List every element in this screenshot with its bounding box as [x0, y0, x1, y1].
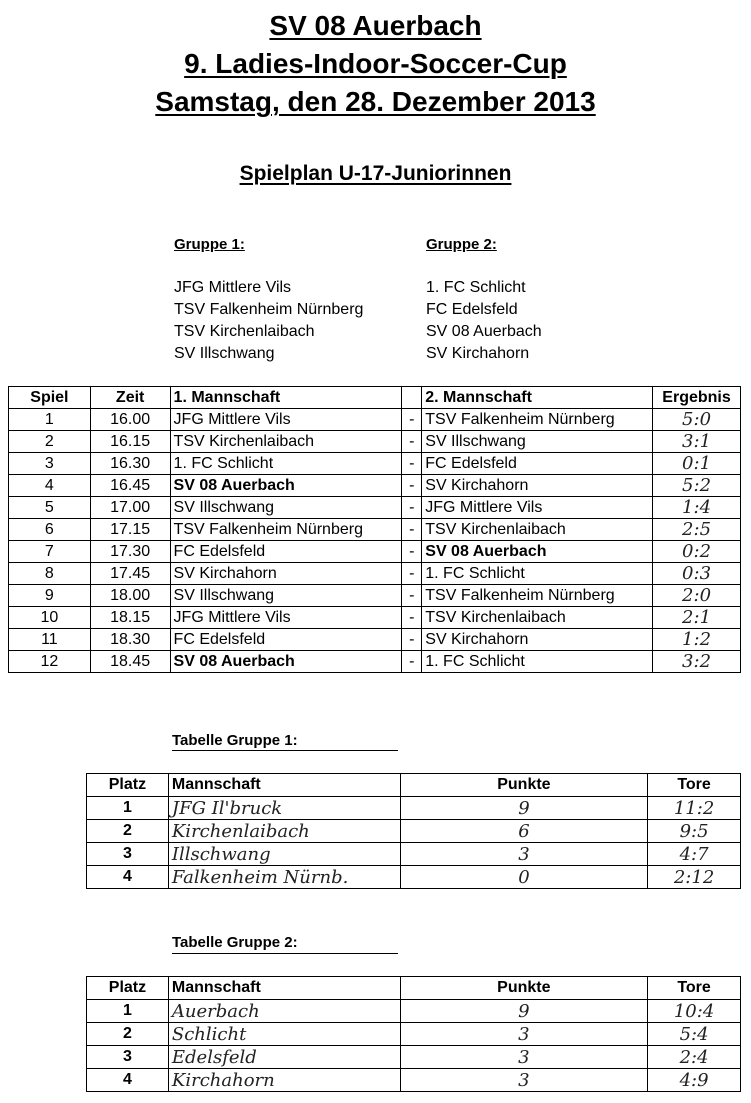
result-handwritten: 3:1: [653, 431, 741, 453]
vs-separator: -: [402, 453, 422, 475]
standings-2-table: [86, 976, 741, 1092]
result-handwritten: 2:5: [653, 519, 741, 541]
schedule-row: [9, 409, 741, 431]
col-header-spiel: Spiel: [9, 387, 91, 409]
spiel-time: 18.15: [90, 607, 170, 629]
standings-row: [87, 1046, 741, 1069]
col-header-mannschaft: Mannschaft: [168, 774, 400, 797]
team1-name: SV Illschwang: [170, 585, 402, 607]
punkte-handwritten: 3: [400, 843, 647, 866]
schedule-row: [9, 497, 741, 519]
schedule-row: [9, 651, 741, 673]
group-2-team-list: [426, 277, 542, 365]
team2-name: 1. FC Schlicht: [422, 563, 653, 585]
team2-name: TSV Kirchenlaibach: [422, 519, 653, 541]
result-handwritten: 0:2: [653, 541, 741, 563]
group-1-team-list: [174, 277, 363, 365]
team2-name: JFG Mittlere Vils: [422, 497, 653, 519]
schedule-row: [9, 453, 741, 475]
tore-handwritten: 2:4: [648, 1046, 741, 1069]
spiel-time: 17.00: [90, 497, 170, 519]
standings-row: [87, 1000, 741, 1023]
mannschaft-handwritten: Schlicht: [168, 1023, 400, 1046]
mannschaft-handwritten: Illschwang: [168, 843, 400, 866]
standings-1-body: [87, 797, 741, 889]
col-header-ergebnis: Ergebnis: [653, 387, 741, 409]
team1-name: SV Illschwang: [170, 497, 402, 519]
title-tournament: 9. Ladies-Indoor-Soccer-Cup: [184, 48, 567, 79]
mannschaft-handwritten: Kirchenlaibach: [168, 820, 400, 843]
platz-rank: 4: [87, 1069, 169, 1092]
vs-separator: -: [402, 497, 422, 519]
team1-name: FC Edelsfeld: [170, 541, 402, 563]
standings-row: [87, 1069, 741, 1092]
vs-separator: -: [402, 409, 422, 431]
vs-separator: -: [402, 541, 422, 563]
platz-rank: 3: [87, 843, 169, 866]
platz-rank: 2: [87, 1023, 169, 1046]
standings-2-body: [87, 1000, 741, 1092]
spiel-time: 18.45: [90, 651, 170, 673]
col-header-punkte: Punkte: [400, 774, 647, 797]
col-header-zeit: Zeit: [90, 387, 170, 409]
spiel-number: 2: [9, 431, 91, 453]
mannschaft-handwritten: Falkenheim Nürnb.: [168, 866, 400, 889]
team1-name: TSV Kirchenlaibach: [170, 431, 402, 453]
result-handwritten: 3:2: [653, 651, 741, 673]
mannschaft-handwritten: Auerbach: [168, 1000, 400, 1023]
spiel-number: 4: [9, 475, 91, 497]
spiel-number: 5: [9, 497, 91, 519]
vs-separator: -: [402, 629, 422, 651]
team2-name: SV Kirchahorn: [422, 475, 653, 497]
col-header-platz: Platz: [87, 774, 169, 797]
result-handwritten: 5:2: [653, 475, 741, 497]
group-team: SV Illschwang: [174, 345, 275, 362]
tore-handwritten: 5:4: [648, 1023, 741, 1046]
platz-rank: 3: [87, 1046, 169, 1069]
standings-1-title-rule: [172, 750, 398, 751]
vs-separator: -: [402, 607, 422, 629]
platz-rank: 4: [87, 866, 169, 889]
team2-name: SV 08 Auerbach: [422, 541, 653, 563]
standings-row: [87, 820, 741, 843]
tore-handwritten: 10:4: [648, 1000, 741, 1023]
spiel-number: 7: [9, 541, 91, 563]
team1-name: TSV Falkenheim Nürnberg: [170, 519, 402, 541]
spiel-time: 17.45: [90, 563, 170, 585]
schedule-body: [9, 409, 741, 673]
standings-header-row: [87, 977, 741, 1000]
tore-handwritten: 4:9: [648, 1069, 741, 1092]
team1-name: JFG Mittlere Vils: [170, 607, 402, 629]
vs-separator: -: [402, 475, 422, 497]
spiel-number: 9: [9, 585, 91, 607]
schedule-row: [9, 431, 741, 453]
group-2-title: Gruppe 2:: [426, 236, 497, 253]
schedule-row: [9, 563, 741, 585]
platz-rank: 1: [87, 1000, 169, 1023]
result-handwritten: 2:0: [653, 585, 741, 607]
col-header-team2: 2. Mannschaft: [422, 387, 653, 409]
result-handwritten: 1:2: [653, 629, 741, 651]
result-handwritten: 0:1: [653, 453, 741, 475]
team2-name: FC Edelsfeld: [422, 453, 653, 475]
standings-2-title: Tabelle Gruppe 2:: [172, 934, 298, 951]
standings-row: [87, 866, 741, 889]
result-handwritten: 0:3: [653, 563, 741, 585]
spiel-time: 16.15: [90, 431, 170, 453]
group-team: SV 08 Auerbach: [426, 323, 542, 340]
result-handwritten: 2:1: [653, 607, 741, 629]
vs-separator: -: [402, 519, 422, 541]
punkte-handwritten: 3: [400, 1069, 648, 1092]
result-handwritten: 5:0: [653, 409, 741, 431]
group-team: SV Kirchahorn: [426, 345, 530, 362]
standings-header-row: [87, 774, 741, 797]
col-header-tore: Tore: [648, 977, 741, 1000]
schedule-table: [8, 386, 741, 673]
standings-row: [87, 797, 741, 820]
schedule-row: [9, 629, 741, 651]
team1-name: SV 08 Auerbach: [170, 651, 402, 673]
spiel-time: 16.30: [90, 453, 170, 475]
team1-name: JFG Mittlere Vils: [170, 409, 402, 431]
standings-1-title: Tabelle Gruppe 1:: [172, 732, 298, 749]
standings-1-table: [86, 773, 741, 889]
spiel-number: 6: [9, 519, 91, 541]
col-header-separator: [402, 387, 422, 409]
vs-separator: -: [402, 585, 422, 607]
col-header-punkte: Punkte: [400, 977, 648, 1000]
schedule-row: [9, 541, 741, 563]
team1-name: SV 08 Auerbach: [170, 475, 402, 497]
tore-handwritten: 9:5: [648, 820, 741, 843]
group-team: FC Edelsfeld: [426, 301, 518, 318]
group-team: TSV Kirchenlaibach: [174, 323, 315, 340]
tore-handwritten: 11:2: [648, 797, 741, 820]
team2-name: SV Illschwang: [422, 431, 653, 453]
punkte-handwritten: 0: [400, 866, 647, 889]
spiel-time: 17.30: [90, 541, 170, 563]
title-date: Samstag, den 28. Dezember 2013: [155, 86, 596, 117]
spiel-number: 3: [9, 453, 91, 475]
punkte-handwritten: 9: [400, 1000, 648, 1023]
vs-separator: -: [402, 431, 422, 453]
spiel-time: 18.00: [90, 585, 170, 607]
spiel-number: 1: [9, 409, 91, 431]
group-1-title: Gruppe 1:: [174, 236, 245, 253]
col-header-mannschaft: Mannschaft: [168, 977, 400, 1000]
punkte-handwritten: 3: [400, 1023, 648, 1046]
platz-rank: 2: [87, 820, 169, 843]
standings-row: [87, 1023, 741, 1046]
tore-handwritten: 2:12: [648, 866, 741, 889]
punkte-handwritten: 3: [400, 1046, 648, 1069]
spiel-time: 18.30: [90, 629, 170, 651]
team2-name: TSV Falkenheim Nürnberg: [422, 585, 653, 607]
tore-handwritten: 4:7: [648, 843, 741, 866]
spiel-time: 16.45: [90, 475, 170, 497]
punkte-handwritten: 6: [400, 820, 647, 843]
title-club: SV 08 Auerbach: [269, 10, 482, 41]
team1-name: SV Kirchahorn: [170, 563, 402, 585]
group-team: 1. FC Schlicht: [426, 279, 526, 296]
spiel-number: 11: [9, 629, 91, 651]
col-header-team1: 1. Mannschaft: [170, 387, 402, 409]
team2-name: 1. FC Schlicht: [422, 651, 653, 673]
standings-2-title-rule: [172, 953, 398, 954]
group-team: JFG Mittlere Vils: [174, 279, 292, 296]
team1-name: 1. FC Schlicht: [170, 453, 402, 475]
standings-row: [87, 843, 741, 866]
spiel-time: 16.00: [90, 409, 170, 431]
vs-separator: -: [402, 651, 422, 673]
vs-separator: -: [402, 563, 422, 585]
team2-name: TSV Falkenheim Nürnberg: [422, 409, 653, 431]
schedule-row: [9, 585, 741, 607]
schedule-row: [9, 475, 741, 497]
punkte-handwritten: 9: [400, 797, 647, 820]
mannschaft-handwritten: JFG Il'bruck: [168, 797, 400, 820]
schedule-row: [9, 519, 741, 541]
schedule-header-row: [9, 387, 741, 409]
result-handwritten: 1:4: [653, 497, 741, 519]
platz-rank: 1: [87, 797, 169, 820]
spiel-number: 10: [9, 607, 91, 629]
group-team: TSV Falkenheim Nürnberg: [174, 301, 364, 318]
schedule-row: [9, 607, 741, 629]
team2-name: SV Kirchahorn: [422, 629, 653, 651]
spiel-number: 8: [9, 563, 91, 585]
spiel-time: 17.15: [90, 519, 170, 541]
col-header-tore: Tore: [648, 774, 741, 797]
schedule-subtitle: Spielplan U-17-Juniorinnen: [239, 162, 512, 185]
team2-name: TSV Kirchenlaibach: [422, 607, 653, 629]
spiel-number: 12: [9, 651, 91, 673]
mannschaft-handwritten: Edelsfeld: [168, 1046, 400, 1069]
col-header-platz: Platz: [87, 977, 169, 1000]
mannschaft-handwritten: Kirchahorn: [168, 1069, 400, 1092]
team1-name: FC Edelsfeld: [170, 629, 402, 651]
